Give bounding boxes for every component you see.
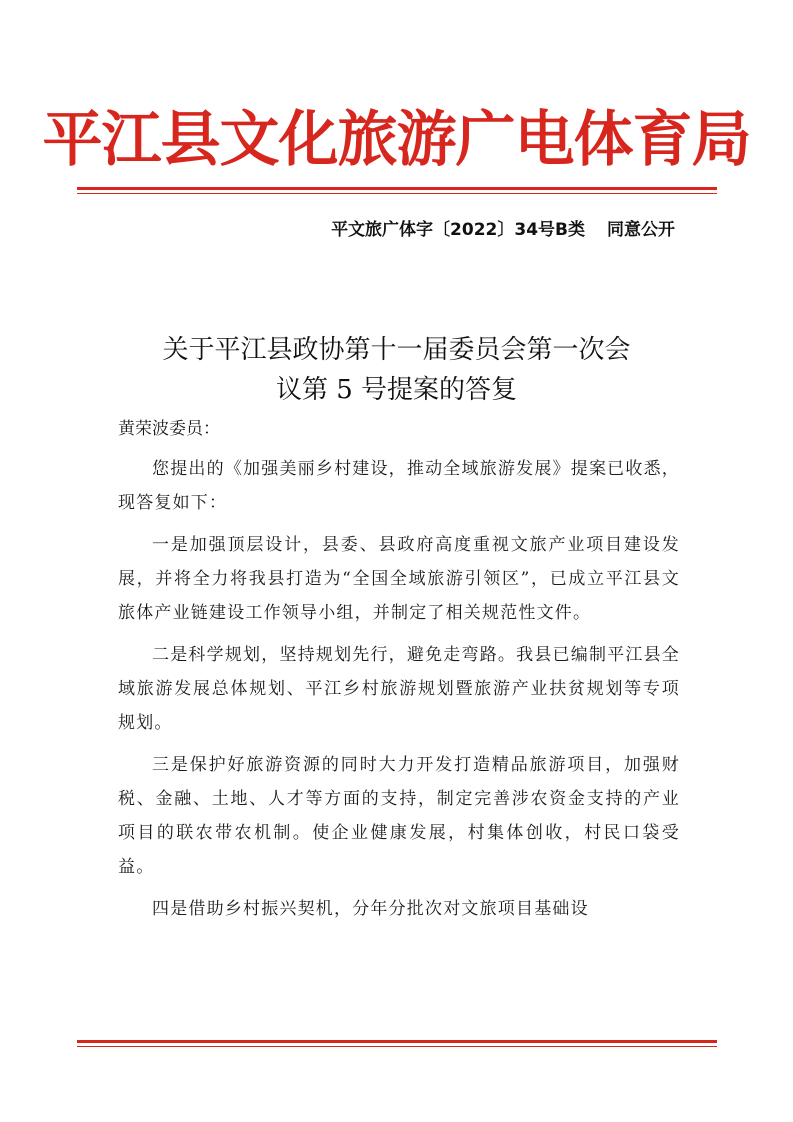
salutation: 黄荣波委员： xyxy=(118,419,220,439)
paragraph: 四是借助乡村振兴契机，分年分批次对文旅项目基础设 xyxy=(152,899,589,919)
footer-divider-thick xyxy=(77,1040,717,1043)
paragraph: 您提出的《加强美丽乡村建设，推动全域旅游发展》提案已收悉，现答复如下： xyxy=(118,459,680,513)
paragraph: 三是保护好旅游资源的同时大力开发打造精品旅游项目，加强财税、金融、土地、人才等方面的支持，制定完善涉农资金支持的产业项目的联农带农机制。使企业健康发展，村集体创收，村民口袋受益。 xyxy=(118,755,680,877)
paragraph: 一是加强顶层设计，县委、县政府高度重视文旅产业项目建设发展，并将全力将我县打造为“全国全域旅游引领区”，已成立平江县文旅体产业链建设工作领导小组，并制定了相关规范性文件。 xyxy=(118,535,680,623)
title-line-2: 议第 5 号提案的答复 xyxy=(275,375,518,405)
agency-masthead: 平江县文化旅游广电体育局 xyxy=(42,105,751,175)
disclosure-status: 同意公开 xyxy=(607,220,675,240)
body-text xyxy=(118,452,680,926)
document-title xyxy=(100,330,693,410)
title-line-1: 关于平江县政协第十一届委员会第一次会 xyxy=(162,335,631,365)
paragraph: 二是科学规划，坚持规划先行，避免走弯路。我县已编制平江县全域旅游发展总体规划、平江乡村旅游规划暨旅游产业扶贫规划等专项规划。 xyxy=(118,645,680,733)
document-number-line xyxy=(331,218,675,242)
footer-divider-thin xyxy=(77,1046,717,1047)
document-number: 平文旅广体字〔2022〕34号B类 xyxy=(331,220,585,240)
header-divider-thick xyxy=(77,187,717,190)
header-divider-thin xyxy=(77,193,717,194)
